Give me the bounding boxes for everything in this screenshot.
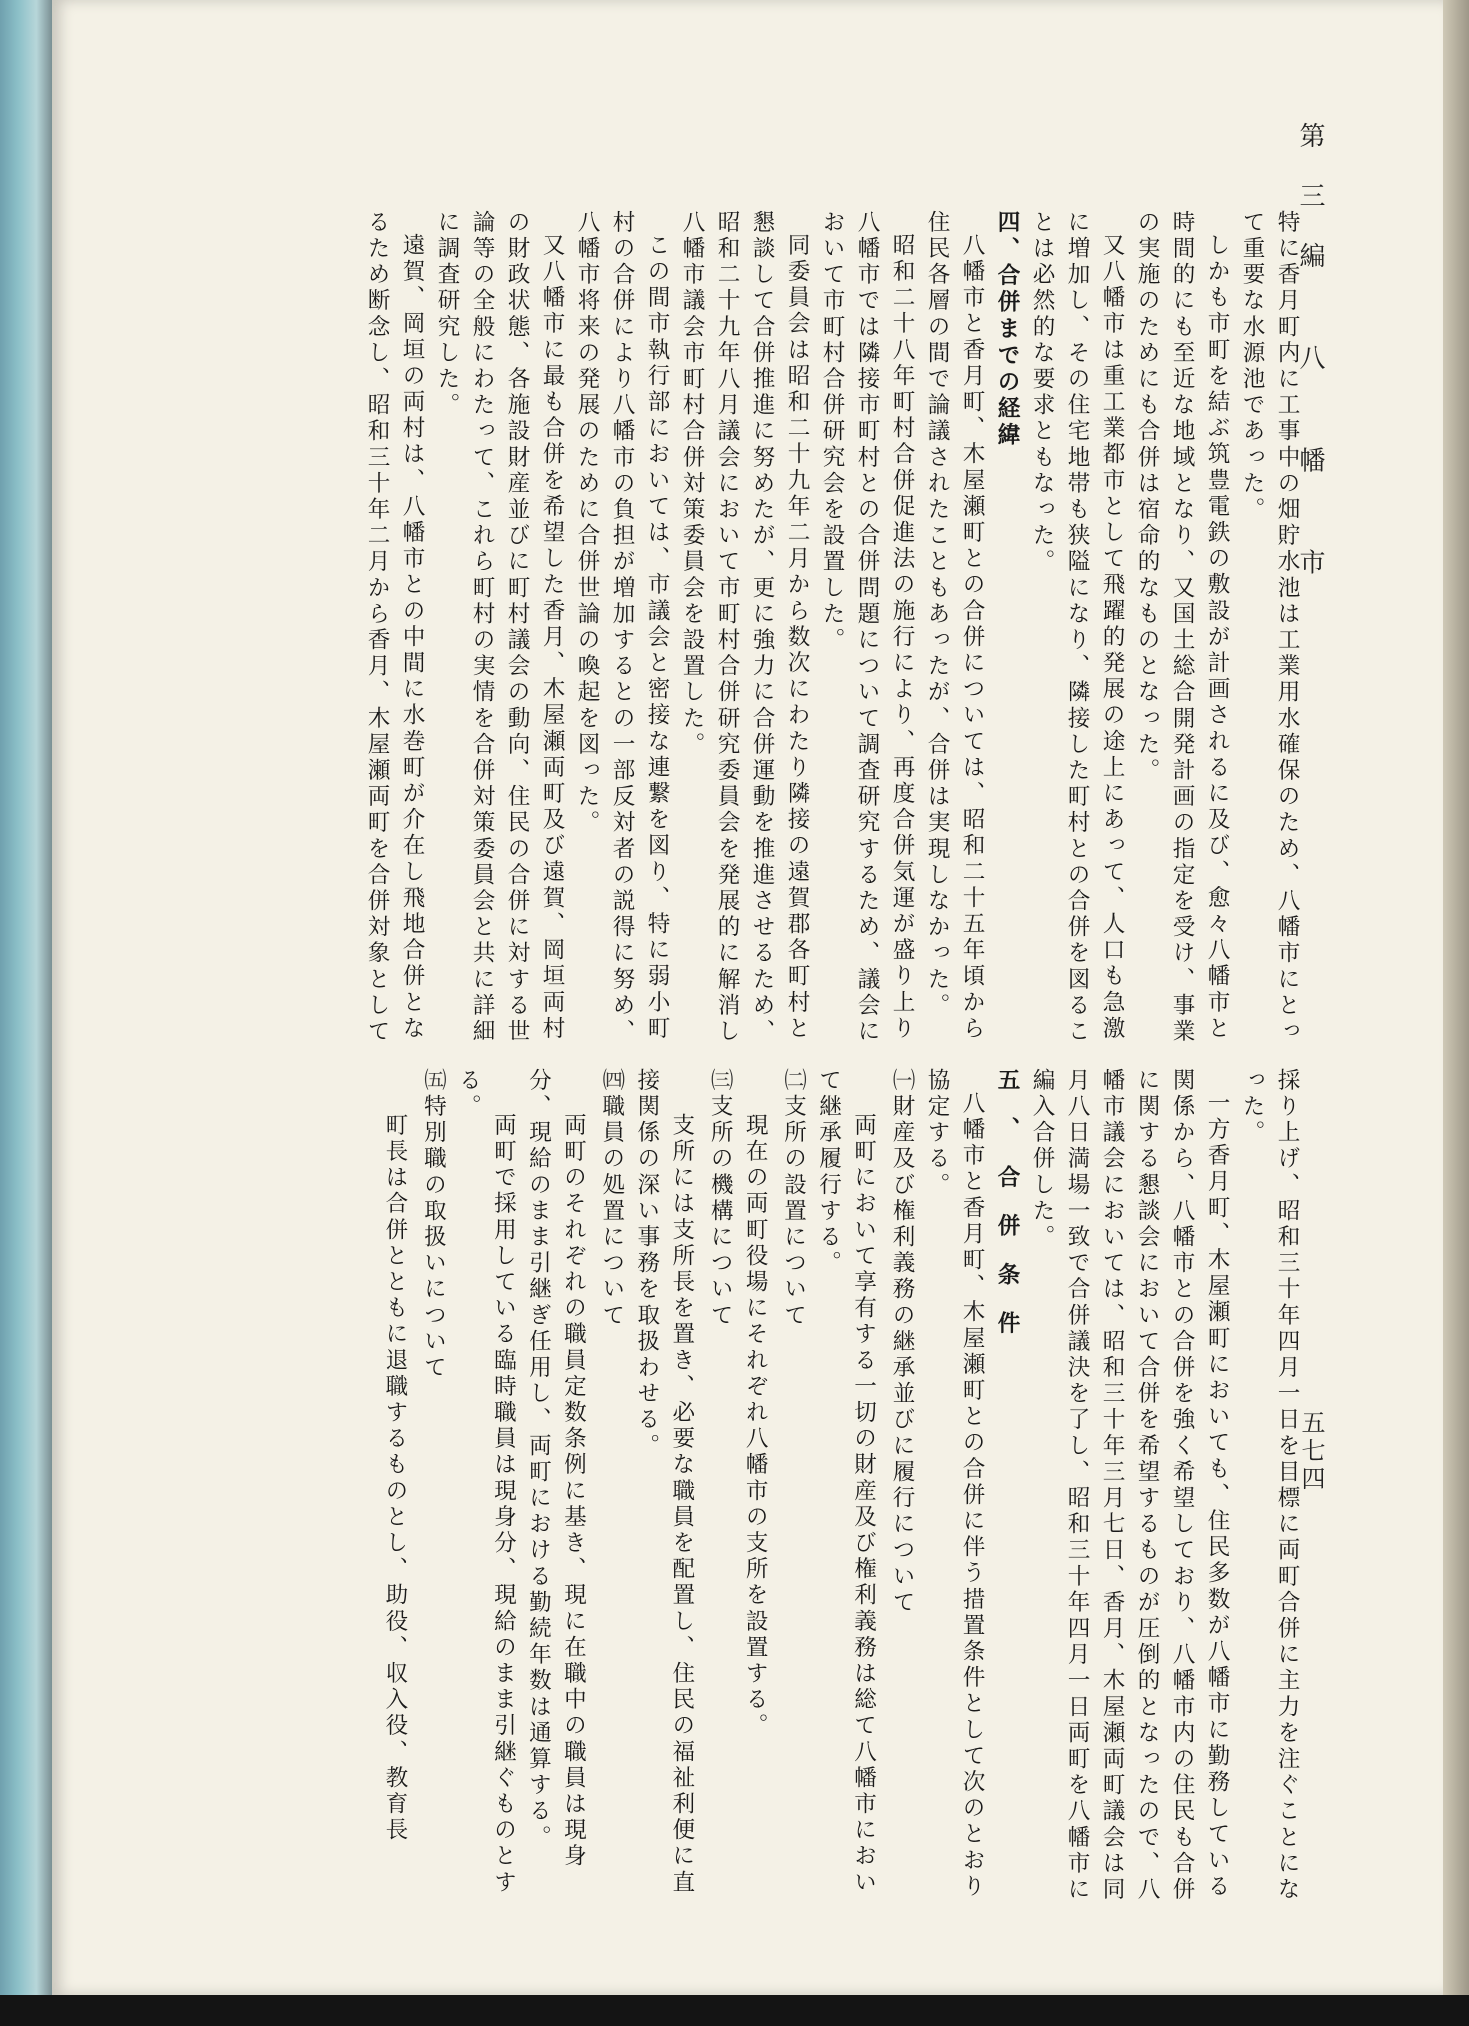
book-spine <box>0 0 52 2026</box>
list-item-title <box>412 1068 450 1920</box>
list-item-body: 両町において享有する一切の財産及び権利義務は総て八幡市において継承履行する。 <box>815 1068 877 1897</box>
list-item-body: 両町のそれぞれの職員定数条例に基き、現に在職中の職員は現身分、現給のまま引継ぎ任用し、両町における勤続年数は通算する。 <box>525 1068 587 1871</box>
list-item-body: 両町で採用している臨時職員は現身分、現給のまま引継ぐものとする。 <box>455 1068 517 1897</box>
list-item-body: 現在の両町役場にそれぞれ八幡市の支所を設置する。 <box>742 1113 769 1740</box>
paragraph: しかも市町を結ぶ筑豊電鉄の敷設が計画されるに及び、愈々八幡市と時間的にも至近な地域となり、又国土総合開発計画の指定を受け、事業の実施のためにも合併は宿命的なものとなった。 <box>1134 210 1230 1046</box>
section-heading-4: 四、合併までの経緯 <box>994 210 1020 450</box>
running-header: 第三編 八 幡 市 <box>1295 122 1325 609</box>
scan-bottom-band <box>0 1995 1469 2026</box>
item-marker: ㈤ <box>420 1068 447 1095</box>
list-item-title <box>772 1068 810 1920</box>
list-item-body: 支所には支所長を置き、必要な職員を配置し、住民の福祉利便に直接関係の深い事務を取扱わせる。 <box>633 1068 695 1897</box>
paragraph: 一方香月町、木屋瀬町においても、住民多数が八幡市に勤務している関係から、八幡市との合併を強く希望しており、八幡市内の住民も合併に関する懇談会において合併を希望するものが圧倒的となったので、八幡市議会においては、昭和三十年三月七日、香月、木屋瀬両町議会は同月八日満場一致で合併議決を了し、昭和三十年四月一日両町を八幡市に編入合併した。 <box>1029 1068 1230 1904</box>
paragraph: 八幡市と香月町、木屋瀬町との合併については、昭和二十五年頃から住民各層の間で論議されたこともあったが、合併は実現しなかった。 <box>924 210 985 1042</box>
item-marker: ㈢ <box>707 1068 734 1095</box>
list-item-body: 町長は合併とともに退職するものとし、助役、収入役、教育長 <box>381 1113 408 1844</box>
paragraph: この間市執行部においては、市議会と密接な連繋を図り、特に弱小町村の合併により八幡市の負担が増加するとの一部反対者の説得に努め、八幡市将来の発展のために合併世論の喚起を図った。 <box>574 210 670 1046</box>
list-item-title <box>590 1068 628 1920</box>
paragraph: 又八幡市に最も合併を希望した香月、木屋瀬両町及び遠賀、岡垣両村の財政状態、各施設財産並びに町村議会の動向、住民の合併に対する世論等の全般にわたって、これら町村の実情を合併対策委員会と共に詳細に調査研究した。 <box>434 210 565 1046</box>
item-title: 特別職の取扱いについて <box>420 1094 447 1382</box>
item-title: 職員の処置について <box>598 1094 625 1330</box>
item-title: 支所の設置について <box>780 1094 807 1330</box>
item-marker: ㈠ <box>889 1068 915 1095</box>
item-title: 支所の機構について <box>707 1094 734 1330</box>
paragraph: 特に香月町内に工事中の畑貯水池は工業用水確保のため、八幡市にとって重要な水源池であった。 <box>1239 210 1300 1046</box>
paragraph: 又八幡市は重工業都市として飛躍的発展の途上にあって、人口も急激に増加し、その住宅地帯も狭隘になり、隣接した町村との合併を図ることは必然的な要求ともなった。 <box>1029 210 1125 1046</box>
section-heading-5: 五、合併条件 <box>994 1068 1020 1360</box>
page-number: 五七四 <box>1297 1410 1325 1494</box>
upper-text-block <box>359 210 1304 1060</box>
lower-text-block <box>377 1068 1304 1920</box>
paragraph: 八幡市と香月町、木屋瀬町との合併に伴う措置条件として次のとおり協定する。 <box>924 1068 985 1900</box>
item-title: 財産及び権利義務の継承並びに履行について <box>889 1094 915 1617</box>
paragraph: 同委員会は昭和二十九年二月から数次にわたり隣接の遠賀郡各町村と懇談して合併推進に努めたが、更に強力に合併運動を推進させるため、昭和二十九年八月議会において市町村合併研究委員会を発展的に解消し八幡市議会市町村合併対策委員会を設置した。 <box>679 210 810 1046</box>
paragraph: 遠賀、岡垣の両村は、八幡市との中間に水巻町が介在し飛地合併となるため断念し、昭和三十年二月から香月、木屋瀬両町を合併対象として <box>364 210 425 1046</box>
item-marker: ㈡ <box>780 1068 807 1095</box>
paragraph: 採り上げ、昭和三十年四月一日を目標に両町合併に主力を注ぐことになった。 <box>1239 1068 1300 1904</box>
list-item-title <box>699 1068 737 1920</box>
item-marker: ㈣ <box>598 1068 625 1095</box>
list-item-title <box>881 1068 919 1920</box>
paragraph: 昭和二十八年町村合併促進法の施行により、再度合併気運が盛り上り八幡市では隣接市町村との合併問題について調査研究するため、議会において市町村合併研究会を設置した。 <box>819 210 915 1046</box>
scan-edge <box>1443 0 1469 2026</box>
